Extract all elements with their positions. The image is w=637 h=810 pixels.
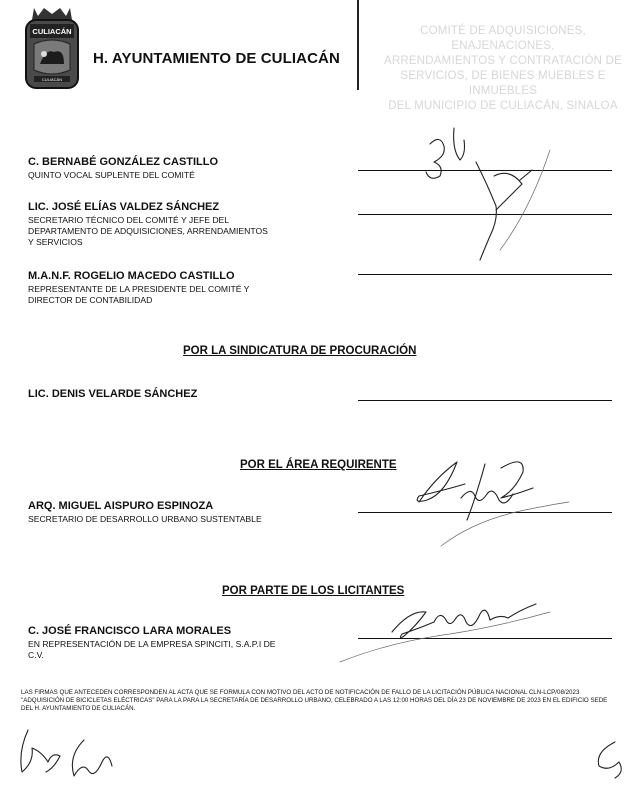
signatory-3-role (28, 284, 249, 306)
committee-line-2: ARRENDAMIENTOS Y CONTRATACIÓN DE (384, 55, 622, 67)
committee-watermark (372, 24, 634, 114)
handwritten-initials-right (585, 732, 635, 782)
licitante-signatory-name: C. JOSÉ FRANCISCO LARA MORALES (28, 625, 232, 637)
section-heading-area-requirente: POR EL ÁREA REQUIRENTE (240, 459, 397, 471)
signatory-1-role-line-1: QUINTO VOCAL SUPLENTE DEL COMITÉ (28, 170, 195, 180)
footnote-line-3: DEL H. AYUNTAMIENTO DE CULIACÁN. (21, 705, 136, 712)
header-divider (357, 0, 359, 90)
area-signatory-name: ARQ. MIGUEL AISPURO ESPINOZA (28, 500, 214, 512)
handwritten-signature-3 (330, 592, 560, 672)
handwritten-signature-2 (405, 450, 575, 560)
area-signatory-role-line-1: SECRETARIO DE DESARROLLO URBANO SUSTENTABLE (28, 514, 262, 524)
organization-title: H. AYUNTAMIENTO DE CULIACÁN (93, 50, 340, 67)
committee-line-4: DEL MUNICIPIO DE CULIACÁN, SINALOA (388, 100, 618, 112)
footnote-line-1: LAS FIRMAS QUE ANTECEDEN CORRESPONDEN AL ACTA QUE SE FORMULA CON MOTIVO DEL ACTO DE NOTIFICACIÓN DE FALLO DE LA LICITACIÓN PÚBLICA NACIONAL CLN-LCP/08/2023 (21, 689, 580, 696)
handwritten-signature-1 (400, 110, 580, 270)
footnote-line-2: "ADQUISICIÓN DE BICICLETAS ELÉCTRICAS" PARA LA PARA LA SECRETARÍA DE DESARROLLO URBANO, CELEBRADO A LAS 12:00 HORAS DEL DÍA 23 DE NOVIEMBRE DE 2023 EN EL EDIFICIO SEDE (21, 697, 608, 704)
handwritten-initials-left (8, 722, 128, 792)
signatory-3-role-line-1: REPRESENTANTE DE LA PRESIDENTE DEL COMITÉ Y (28, 284, 250, 294)
committee-line-3: SERVICIOS, DE BIENES MUEBLES E INMUEBLES (400, 70, 606, 97)
sindicatura-signatory-name: LIC. DENIS VELARDE SÁNCHEZ (28, 388, 198, 400)
licitante-signatory-role-line-1: EN REPRESENTACIÓN DE LA EMPRESA SPINCITI, S.A.P.I DE (28, 639, 276, 649)
logo-bottom-text: CULIACÁN (41, 77, 63, 82)
committee-line-1: COMITÉ DE ADQUISICIONES, ENAJENACIONES, (420, 25, 586, 52)
licitante-signatory-role (28, 639, 276, 661)
signatory-2-role-line-2: DEPARTAMENTO DE ADQUISICIONES, ARRENDAMIENTOS (28, 226, 268, 236)
section-heading-licitantes: POR PARTE DE LOS LICITANTES (222, 585, 405, 597)
signatory-2-role-line-3: Y SERVICIOS (28, 237, 83, 247)
signatory-1-role (28, 170, 195, 181)
signatory-1-name: C. BERNABÉ GONZÁLEZ CASTILLO (28, 156, 219, 168)
legal-footnote (21, 689, 621, 713)
signatory-2-role-line-1: SECRETARIO TÉCNICO DEL COMITÉ Y JEFE DEL (28, 215, 230, 225)
signature-line-4 (358, 400, 612, 401)
municipal-coat-of-arms-logo (20, 4, 84, 94)
section-heading-sindicatura: POR LA SINDICATURA DE PROCURACIÓN (183, 345, 417, 357)
logo-top-text: CULIACÁN (32, 27, 72, 36)
area-signatory-role (28, 514, 262, 525)
signatory-2-name: LIC. JOSÉ ELÍAS VALDEZ SÁNCHEZ (28, 201, 220, 213)
signatory-2-role (28, 215, 268, 248)
licitante-signatory-role-line-2: C.V. (28, 650, 44, 660)
signatory-3-name: M.A.N.F. ROGELIO MACEDO CASTILLO (28, 270, 235, 282)
signatory-3-role-line-2: DIRECTOR DE CONTABILIDAD (28, 295, 153, 305)
signature-line-3 (358, 274, 612, 275)
